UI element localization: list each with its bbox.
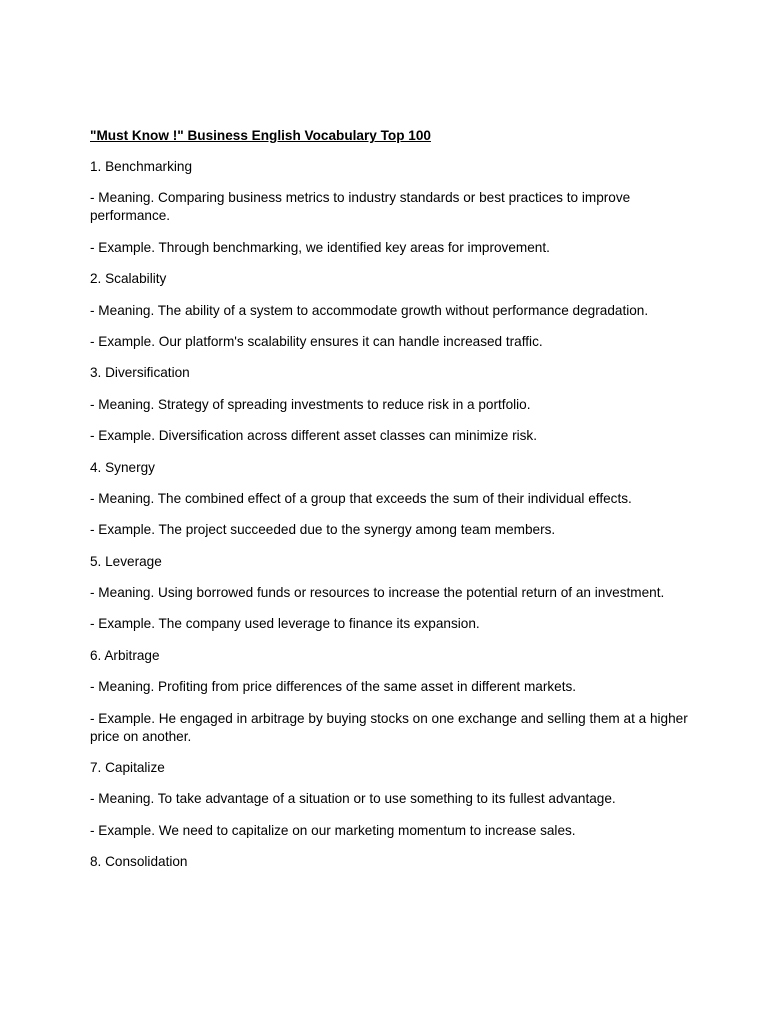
term-heading: 8. Consolidation (90, 854, 188, 870)
term-block-scalability (90, 270, 690, 351)
document-page (90, 127, 690, 885)
term-block-arbitrage (90, 647, 690, 746)
term-example: - Example. Diversification across different asset classes can minimize risk. (90, 428, 537, 444)
term-example: - Example. We need to capitalize on our marketing momentum to increase sales. (90, 822, 576, 838)
term-heading: 3. Diversification (90, 365, 190, 381)
term-meaning: - Meaning. Profiting from price differences of the same asset in different markets. (90, 679, 577, 695)
term-block-consolidation (90, 853, 690, 871)
term-heading: 2. Scalability (90, 271, 167, 287)
term-heading: 5. Leverage (90, 553, 162, 569)
term-example: - Example. He engaged in arbitrage by buying stocks on one exchange and selling them at a higher price on another. (90, 710, 688, 744)
term-block-leverage (90, 553, 690, 634)
term-heading: 1. Benchmarking (90, 159, 193, 174)
term-example: - Example. The company used leverage to finance its expansion. (90, 616, 480, 632)
term-heading: 6. Arbitrage (90, 647, 160, 663)
term-meaning: - Meaning. To take advantage of a situation or to use something to its fullest advantage. (90, 791, 616, 807)
term-heading: 7. Capitalize (90, 760, 165, 776)
term-block-synergy (90, 459, 690, 540)
document-title: "Must Know !" Business English Vocabulary Top 100 (90, 128, 431, 143)
term-block-diversification (90, 364, 690, 445)
vocabulary-list (90, 158, 690, 871)
term-meaning: - Meaning. The combined effect of a group that exceeds the sum of their individual effects. (90, 490, 632, 506)
term-block-capitalize (90, 759, 690, 840)
term-meaning: - Meaning. The ability of a system to accommodate growth without performance degradation. (90, 302, 649, 318)
term-heading: 4. Synergy (90, 459, 155, 475)
term-block-benchmarking (90, 158, 690, 257)
term-example: - Example. Our platform's scalability ensures it can handle increased traffic. (90, 333, 543, 349)
term-meaning: - Meaning. Using borrowed funds or resources to increase the potential return of an investment. (90, 585, 665, 601)
term-meaning: - Meaning. Comparing business metrics to industry standards or best practices to improve performance. (90, 190, 631, 224)
term-meaning: - Meaning. Strategy of spreading investments to reduce risk in a portfolio. (90, 396, 531, 412)
term-example: - Example. Through benchmarking, we identified key areas for improvement. (90, 239, 550, 255)
term-example: - Example. The project succeeded due to the synergy among team members. (90, 522, 556, 538)
